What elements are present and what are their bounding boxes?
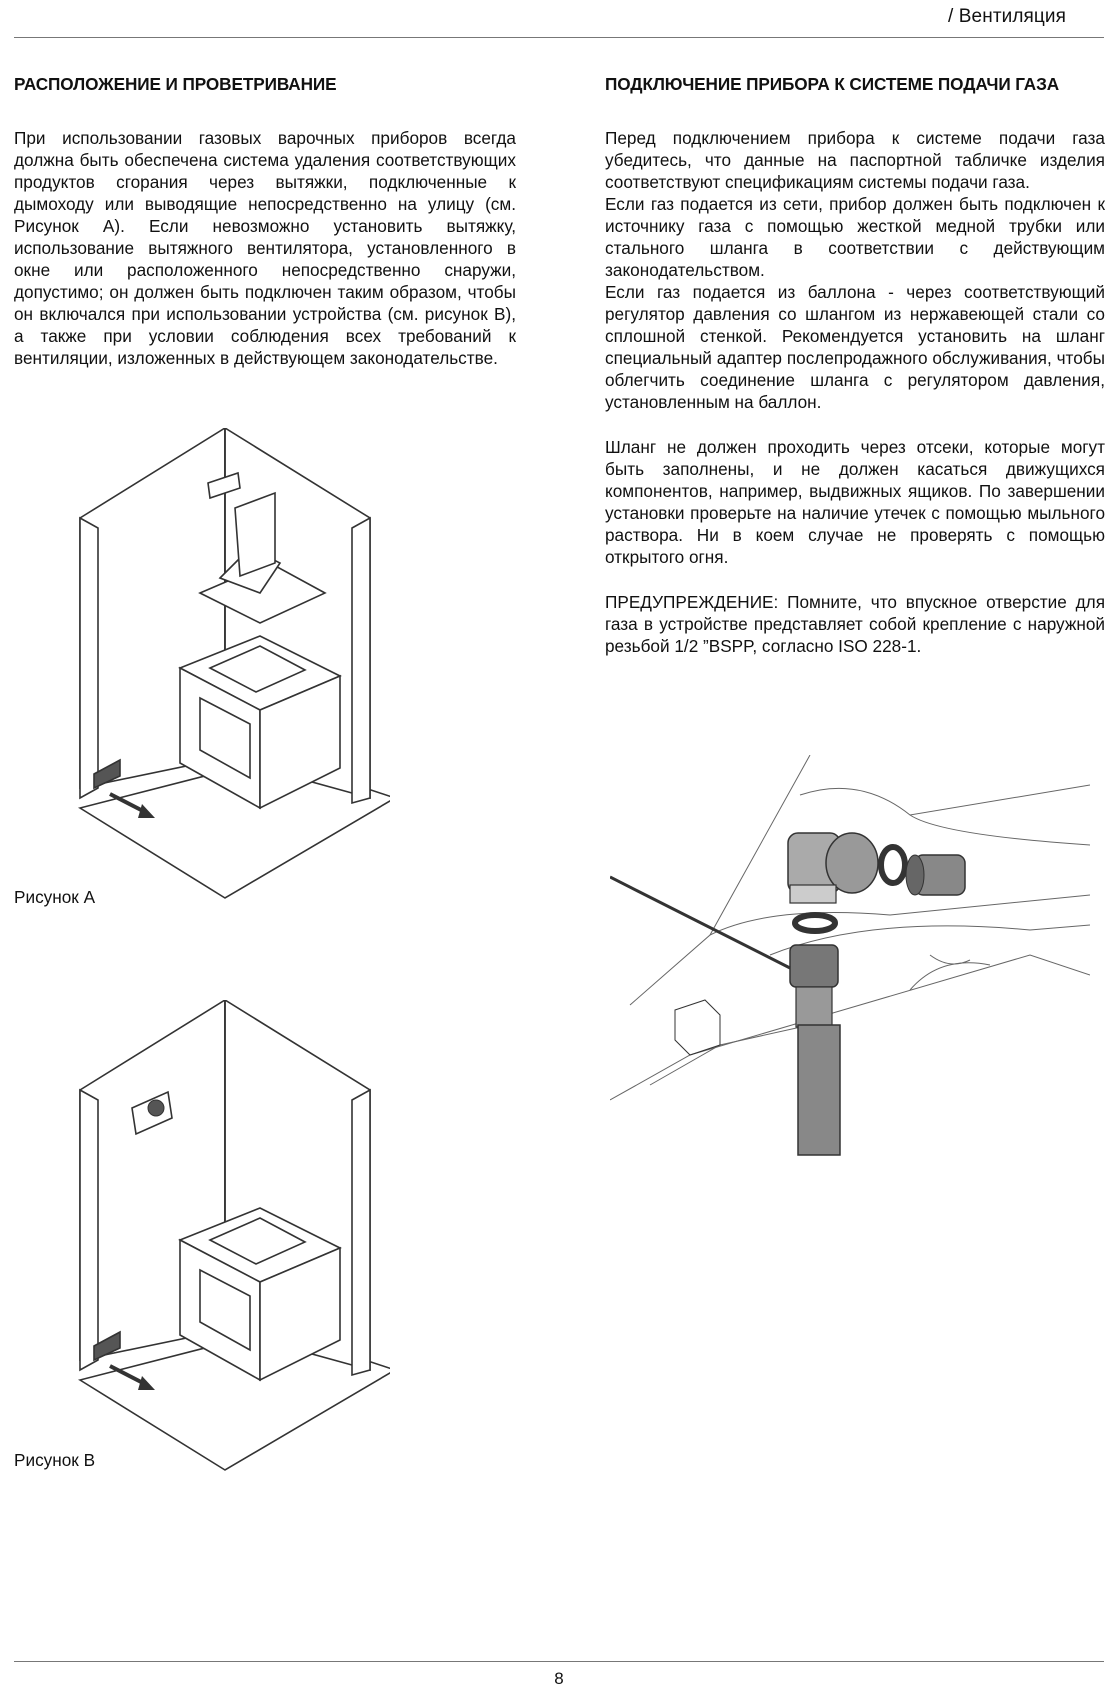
warning-paragraph [605, 591, 1105, 657]
header-divider [14, 37, 1104, 38]
figure-a-kitchen-with-hood [60, 428, 390, 900]
ventilation-text: При использовании газовых варочных приборов всегда должна быть обеспечена система удаления соответствующих продуктов сгорания через вытяжки, подключенные к дымоходу или выводящие непосредственно на улицу (см. Рисунок А). Если невозможно установить вытяжку, использование вытяжного вентилятора, установленного в окне или расположенного непосредственно снаружи, допустимо; он должен быть подключен таким образом, чтобы он включался при использовании устройства (см. рисунок В), а также при условии соблюдения всех требований к вентиляции, изложенных в действующем законодательстве. [14, 128, 516, 368]
hose-paragraph [605, 436, 1105, 568]
hose-nut [790, 945, 838, 987]
gas-text-2: Если газ подается из сети, прибор должен быть подключен к источнику газа с помощью жесткой медной трубки или стального шланга в соответствии с действующим законодательством. [605, 194, 1105, 280]
figure-a-caption: Рисунок А [14, 887, 96, 907]
washer [881, 847, 905, 883]
section-title: / Вентиляция [948, 6, 1066, 27]
left-heading: РАСПОЛОЖЕНИЕ И ПРОВЕТРИВАНИЕ [14, 74, 337, 94]
gas-text-3: Если газ подается из баллона - через соответствующий регулятор давления со шлангом из нержавеющей стали со сплошной стенкой. Рекомендуется установить на шланг специальный адаптер послепродажного обслуживания, чтобы облегчить соединение шланга с регулятором давления, установленным на баллон. [605, 282, 1105, 412]
washer [795, 915, 835, 931]
hose-text: Шланг не должен проходить через отсеки, которые могут быть заполнены, и не должен касаться движущихся компонентов, например, выдвижных ящиков. По завершении установки проверьте на наличие утечек с помощью мыльного раствора. Ни в коем случае не проверять с помощью открытого огня. [605, 437, 1105, 567]
warning-text: ПРЕДУПРЕЖДЕНИЕ: Помните, что впускное отверстие для газа в устройстве представляет собой крепление с наружной резьбой 1/2 ”BSPP, согласно ISO 228-1. [605, 592, 1105, 656]
figure-b-caption: Рисунок В [14, 1450, 96, 1470]
page-number: 8 [554, 1669, 564, 1688]
ventilation-paragraph [14, 127, 516, 369]
thermocouple-wire [610, 877, 790, 968]
bracket [675, 1000, 720, 1055]
gas-connection-paragraph [605, 127, 1105, 413]
gas-text-1: Перед подключением прибора к системе подачи газа убедитесь, что данные на паспортной табличке изделия соответствуют спецификациям системы подачи газа. [605, 128, 1105, 192]
footer-divider [14, 1661, 1104, 1662]
figure-b-kitchen-with-fan [60, 1000, 390, 1472]
gas-inlet-fitting-figure [610, 755, 1090, 1160]
gas-hose [798, 1025, 840, 1155]
right-heading: ПОДКЛЮЧЕНИЕ ПРИБОРА К СИСТЕМЕ ПОДАЧИ ГАЗА [605, 74, 1060, 94]
